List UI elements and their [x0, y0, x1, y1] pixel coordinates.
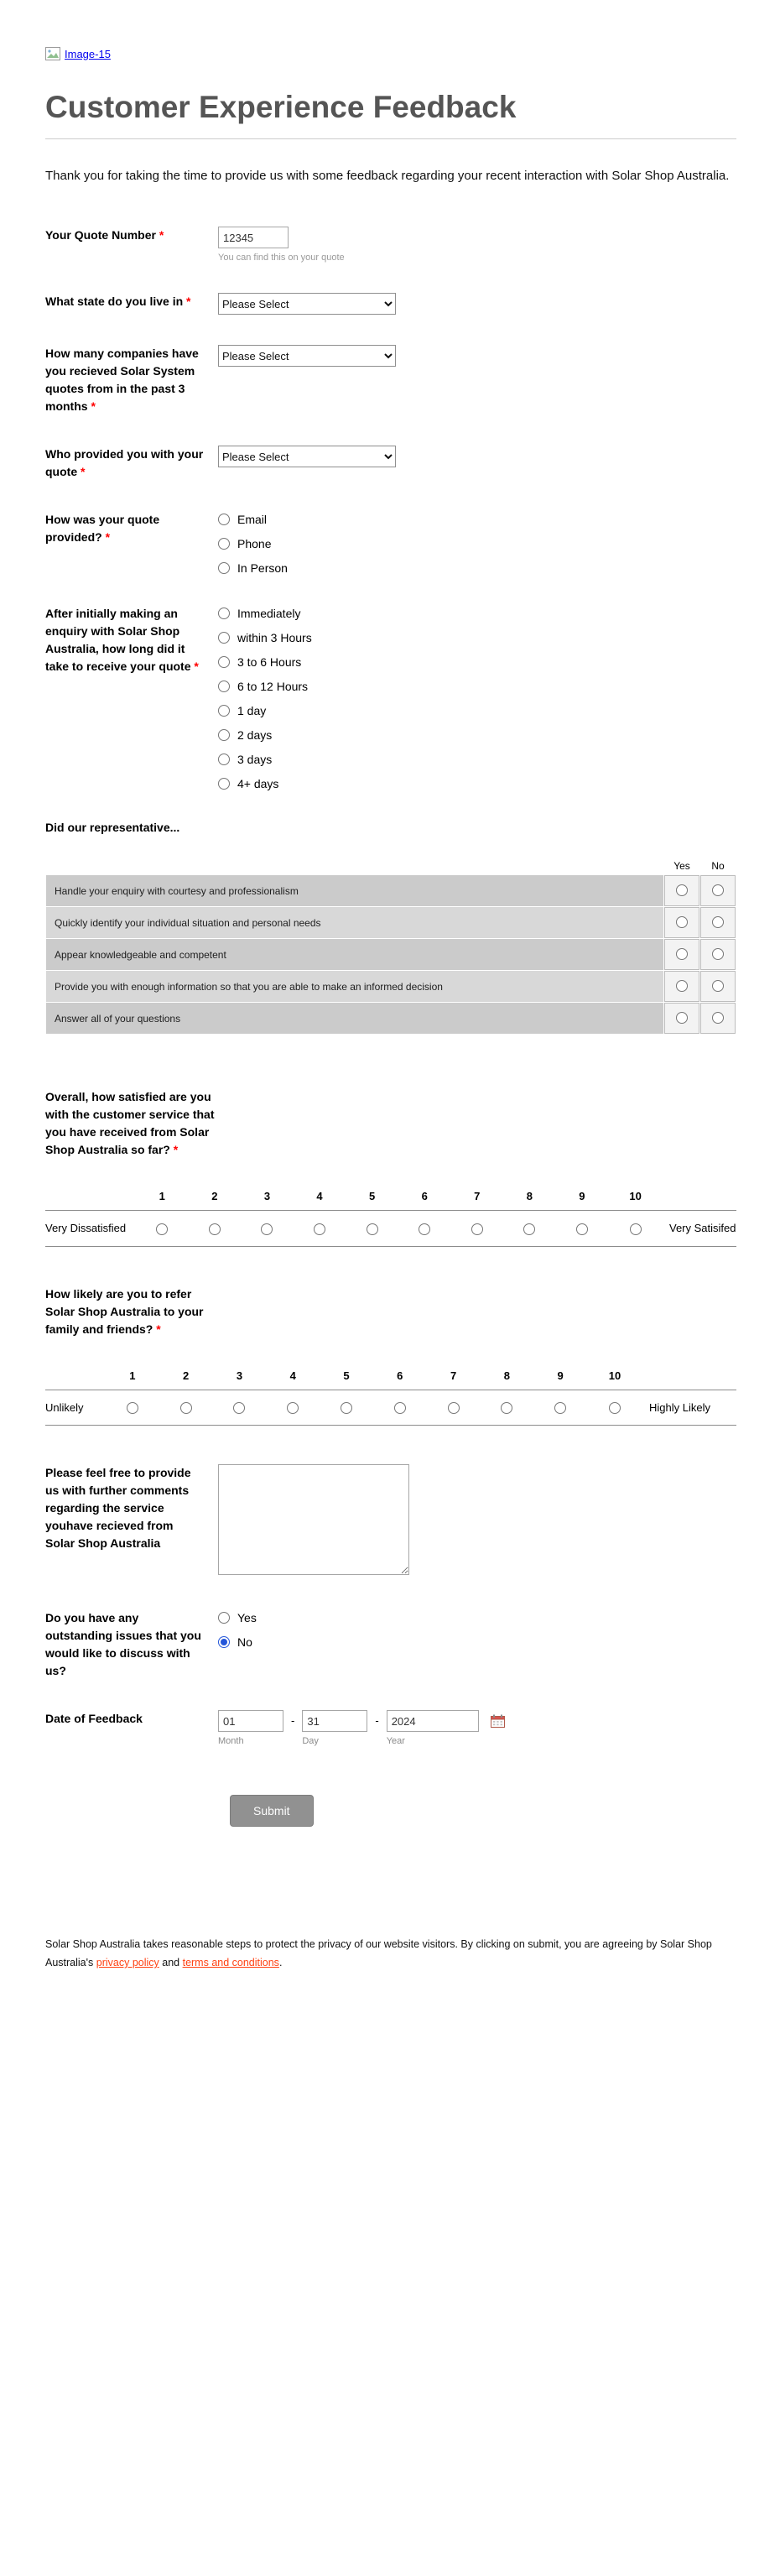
date-separator: -: [375, 1714, 379, 1728]
radio-button[interactable]: [218, 562, 230, 574]
date-year-input[interactable]: [387, 1710, 479, 1732]
scale-number-5: 5: [368, 1190, 376, 1202]
scale-radio-cell-8[interactable]: [503, 1211, 556, 1247]
scale-header-spacer: [642, 1362, 736, 1390]
radio-button[interactable]: [523, 1223, 535, 1235]
submit-button[interactable]: Submit: [230, 1795, 314, 1827]
scale-number-1: 1: [159, 1190, 165, 1202]
radio-button[interactable]: [419, 1223, 430, 1235]
scale-number-7: 7: [474, 1190, 481, 1202]
satisfaction-left-label: Very Dissatisfied: [45, 1211, 136, 1247]
quote-number-input[interactable]: [218, 227, 289, 248]
radio-button[interactable]: [712, 1012, 724, 1024]
matrix-row-label: Handle your enquiry with courtesy and professionalism: [46, 875, 663, 906]
matrix-radio-cell-no[interactable]: [700, 1003, 736, 1034]
radio-option-1-day[interactable]: [218, 704, 736, 717]
required-marker: *: [186, 295, 191, 308]
radio-button[interactable]: [127, 1402, 138, 1414]
provider-label-text: Who provided you with your quote: [45, 447, 204, 478]
radio-option-label: In Person: [237, 561, 288, 575]
referral-left-label: Unlikely: [45, 1390, 106, 1426]
terms-link[interactable]: terms and conditions: [182, 1957, 279, 1969]
required-marker: *: [81, 465, 86, 478]
scale-number-10: 10: [629, 1190, 642, 1202]
field-companies: [45, 345, 736, 415]
radio-button[interactable]: [367, 1223, 378, 1235]
radio-option-6-to-12-hours[interactable]: [218, 680, 736, 693]
scale-radio-cell-4[interactable]: [266, 1390, 320, 1426]
matrix-row: [46, 875, 736, 906]
matrix-row-label: Provide you with enough information so that you are able to make an informed decision: [46, 971, 663, 1002]
scale-radio-cell-10[interactable]: [608, 1211, 663, 1247]
radio-option-no[interactable]: [218, 1635, 736, 1649]
required-marker: *: [173, 1143, 179, 1156]
required-marker: *: [156, 1322, 161, 1336]
radio-option-label: 6 to 12 Hours: [237, 680, 309, 693]
provider-select[interactable]: [218, 446, 396, 467]
representative-matrix: [45, 856, 736, 1035]
date-year-sublabel: Year: [386, 1736, 405, 1747]
radio-option-2-days[interactable]: [218, 728, 736, 742]
calendar-icon[interactable]: [491, 1714, 505, 1732]
matrix-header-spacer: [46, 857, 663, 874]
matrix-row: [46, 907, 736, 938]
date-day-sublabel: Day: [302, 1736, 319, 1747]
scale-number-5: 5: [343, 1369, 350, 1382]
field-state: [45, 293, 736, 315]
referral-scale: [45, 1362, 736, 1426]
radio-option-label: within 3 Hours: [237, 631, 312, 644]
scale-number-3: 3: [263, 1190, 271, 1202]
radio-option-label: Email: [237, 513, 268, 526]
broken-image-alt-text: Image-15: [65, 47, 111, 60]
matrix-radio-cell-no[interactable]: [700, 939, 736, 970]
radio-button[interactable]: [314, 1223, 325, 1235]
radio-button[interactable]: [218, 656, 230, 668]
radio-button[interactable]: [712, 980, 724, 992]
matrix-radio-cell-yes[interactable]: [664, 907, 699, 938]
radio-button[interactable]: [471, 1223, 483, 1235]
scale-number-9: 9: [557, 1369, 564, 1382]
field-outstanding-issues: [45, 1609, 736, 1680]
scale-header-spacer: [663, 1182, 736, 1211]
radio-option-label: Phone: [237, 537, 272, 550]
state-label: [45, 293, 216, 315]
matrix-radio-cell-no[interactable]: [700, 971, 736, 1002]
matrix-title: Did our representative...: [45, 821, 180, 834]
page-title: Customer Experience Feedback: [45, 90, 517, 124]
matrix-radio-cell-yes[interactable]: [664, 971, 699, 1002]
required-marker: *: [194, 660, 199, 673]
scale-radio-cell-1[interactable]: [106, 1390, 159, 1426]
radio-option-label: 3 days: [237, 753, 273, 766]
scale-number-3: 3: [236, 1369, 243, 1382]
radio-option-label: Yes: [237, 1611, 257, 1625]
scale-number-6: 6: [397, 1369, 403, 1382]
radio-button[interactable]: [218, 1636, 230, 1648]
matrix-row-label: Appear knowledgeable and competent: [46, 939, 663, 970]
radio-button[interactable]: [576, 1223, 588, 1235]
quote-method-label: [45, 511, 216, 575]
date-label-text: Date of Feedback: [45, 1712, 143, 1726]
scale-number-10: 10: [608, 1369, 621, 1382]
required-marker: *: [105, 530, 111, 544]
radio-button[interactable]: [180, 1402, 192, 1414]
quote-number-hint: You can find this on your quote: [218, 253, 345, 263]
radio-button[interactable]: [218, 607, 230, 619]
field-quote-number: [45, 227, 736, 263]
radio-button[interactable]: [676, 1012, 688, 1024]
radio-button[interactable]: [287, 1402, 299, 1414]
footer-text-before: Solar Shop Australia takes reasonable steps to protect the privacy of our website visitors. By clicking on submit, you are agreeing by Solar Shop Australia's: [45, 1938, 712, 1969]
scale-radio-cell-4[interactable]: [294, 1211, 346, 1247]
radio-option-label: 3 to 6 Hours: [237, 655, 302, 669]
matrix-radio-cell-no[interactable]: [700, 907, 736, 938]
intro-text: Thank you for taking the time to provide us with some feedback regarding your recent interaction with Solar Shop Australia.: [45, 169, 730, 183]
radio-button[interactable]: [448, 1402, 460, 1414]
radio-button[interactable]: [630, 1223, 642, 1235]
footer-text: [45, 1936, 726, 1973]
radio-button[interactable]: [218, 705, 230, 717]
quote-method-label-text: How was your quote provided?: [45, 513, 160, 544]
radio-button[interactable]: [156, 1223, 168, 1235]
radio-option-label: No: [237, 1635, 252, 1650]
referral-label-text: How likely are you to refer Solar Shop Australia to your family and friends?: [45, 1286, 204, 1336]
scale-radio-cell-7[interactable]: [450, 1211, 503, 1247]
field-satisfaction: [45, 1088, 736, 1247]
state-select[interactable]: [218, 293, 396, 315]
state-label-text: What state do you live in: [45, 295, 184, 308]
radio-button[interactable]: [712, 916, 724, 928]
footer-text-mid: and: [159, 1957, 183, 1969]
matrix-column-header-yes: Yes: [673, 860, 690, 872]
radio-button[interactable]: [712, 884, 724, 896]
field-referral: [45, 1285, 736, 1426]
matrix-radio-cell-yes[interactable]: [664, 939, 699, 970]
radio-button[interactable]: [676, 980, 688, 992]
radio-button[interactable]: [218, 729, 230, 741]
radio-button[interactable]: [218, 1612, 230, 1624]
satisfaction-right-label: Very Satisifed: [663, 1211, 736, 1247]
date-day-input[interactable]: [302, 1710, 367, 1732]
radio-option-immediately[interactable]: [218, 607, 736, 620]
scale-radio-cell-3[interactable]: [241, 1211, 294, 1247]
companies-select[interactable]: [218, 345, 396, 367]
satisfaction-scale: [45, 1182, 736, 1247]
radio-button[interactable]: [676, 948, 688, 960]
issues-options: [218, 1609, 736, 1649]
required-marker: *: [159, 228, 164, 242]
date-separator: -: [291, 1714, 295, 1728]
matrix-radio-cell-no[interactable]: [700, 875, 736, 906]
radio-button[interactable]: [676, 884, 688, 896]
scale-radio-cell-7[interactable]: [427, 1390, 481, 1426]
radio-option-email[interactable]: [218, 513, 736, 526]
scale-header-spacer: [45, 1362, 106, 1390]
form-container: [45, 0, 736, 1973]
satisfaction-label-text: Overall, how satisfied are you with the customer service that you have received from Solar Shop Australia so far?: [45, 1090, 215, 1156]
comments-label: [45, 1464, 216, 1579]
comments-textarea[interactable]: [218, 1464, 409, 1575]
field-date: [45, 1710, 736, 1746]
radio-option-label: 4+ days: [237, 777, 279, 790]
matrix-row-label: Answer all of your questions: [46, 1003, 663, 1034]
radio-option-in-person[interactable]: [218, 561, 736, 575]
radio-option-label: 2 days: [237, 728, 273, 742]
satisfaction-label: [45, 1088, 223, 1159]
scale-number-2: 2: [183, 1369, 190, 1382]
response-time-options: [218, 605, 736, 790]
radio-button[interactable]: [712, 948, 724, 960]
radio-button[interactable]: [341, 1402, 352, 1414]
radio-button[interactable]: [209, 1223, 221, 1235]
scale-number-7: 7: [450, 1369, 457, 1382]
quote-number-label: [45, 227, 216, 263]
quote-method-options: [218, 511, 736, 575]
broken-image-link[interactable]: [45, 47, 111, 60]
radio-button[interactable]: [609, 1402, 621, 1414]
radio-button[interactable]: [218, 538, 230, 550]
scale-number-6: 6: [421, 1190, 428, 1202]
matrix-row: [46, 1003, 736, 1034]
field-comments: [45, 1464, 736, 1579]
radio-option-4-days[interactable]: [218, 777, 736, 790]
privacy-policy-link[interactable]: privacy policy: [96, 1957, 159, 1969]
radio-button[interactable]: [218, 681, 230, 692]
response-time-label-text: After initially making an enquiry with Solar Shop Australia, how long did it take to receive your quote: [45, 607, 191, 673]
scale-number-8: 8: [526, 1190, 533, 1202]
issues-label-text: Do you have any outstanding issues that you would like to discuss with us?: [45, 1611, 201, 1678]
field-provider: [45, 446, 736, 481]
radio-option-3-days[interactable]: [218, 753, 736, 766]
radio-button[interactable]: [554, 1402, 566, 1414]
date-month-input[interactable]: [218, 1710, 283, 1732]
date-label: [45, 1710, 216, 1746]
scale-radio-cell-2[interactable]: [189, 1211, 242, 1247]
radio-button[interactable]: [218, 778, 230, 790]
scale-number-1: 1: [129, 1369, 136, 1382]
scale-radio-cell-6[interactable]: [373, 1390, 427, 1426]
radio-button[interactable]: [501, 1402, 512, 1414]
issues-label: [45, 1609, 216, 1680]
matrix-row: [46, 939, 736, 970]
radio-button[interactable]: [218, 754, 230, 765]
provider-label: [45, 446, 216, 481]
scale-number-2: 2: [211, 1190, 218, 1202]
scale-radio-cell-10[interactable]: [587, 1390, 642, 1426]
companies-label: [45, 345, 216, 415]
radio-option-label: 1 day: [237, 704, 267, 717]
scale-radio-cell-5[interactable]: [346, 1211, 398, 1247]
radio-button[interactable]: [676, 916, 688, 928]
radio-button[interactable]: [218, 632, 230, 644]
quote-number-label-text: Your Quote Number: [45, 228, 156, 242]
footer-text-after: .: [278, 1957, 283, 1969]
scale-radio-cell-2[interactable]: [159, 1390, 213, 1426]
matrix-row-label: Quickly identify your individual situation and personal needs: [46, 907, 663, 938]
matrix-radio-cell-yes[interactable]: [664, 1003, 699, 1034]
scale-header-spacer: [45, 1182, 136, 1211]
scale-radio-cell-8[interactable]: [480, 1390, 533, 1426]
radio-button[interactable]: [261, 1223, 273, 1235]
companies-label-text: How many companies have you recieved Solar System quotes from in the past 3 months: [45, 347, 199, 413]
scale-radio-cell-1[interactable]: [136, 1211, 189, 1247]
radio-option-label: Immediately: [237, 607, 301, 620]
matrix-column-header-no: No: [711, 860, 725, 872]
comments-label-text: Please feel free to provide us with further comments regarding the service youhave recieved from Solar Shop Australia: [45, 1466, 191, 1551]
scale-radio-cell-3[interactable]: [213, 1390, 267, 1426]
referral-right-label: Highly Likely: [642, 1390, 736, 1426]
radio-option-phone[interactable]: [218, 537, 736, 550]
radio-option-within-3-hours[interactable]: [218, 631, 736, 644]
scale-radio-cell-5[interactable]: [320, 1390, 373, 1426]
matrix-row: [46, 971, 736, 1002]
required-marker: *: [91, 399, 96, 413]
submit-row: [230, 1795, 736, 1827]
radio-button[interactable]: [218, 514, 230, 525]
radio-button[interactable]: [394, 1402, 406, 1414]
scale-number-8: 8: [503, 1369, 510, 1382]
broken-image-icon: [45, 47, 60, 60]
radio-option-yes[interactable]: [218, 1611, 736, 1624]
referral-label: [45, 1285, 223, 1338]
scale-radio-cell-6[interactable]: [398, 1211, 451, 1247]
radio-button[interactable]: [233, 1402, 245, 1414]
field-quote-method: [45, 511, 736, 575]
scale-number-4: 4: [316, 1190, 323, 1202]
response-time-label: [45, 605, 216, 790]
radio-option-3-to-6-hours[interactable]: [218, 655, 736, 669]
scale-number-4: 4: [289, 1369, 296, 1382]
field-response-time: [45, 605, 736, 790]
matrix-radio-cell-yes[interactable]: [664, 875, 699, 906]
scale-number-9: 9: [579, 1190, 585, 1202]
scale-radio-cell-9[interactable]: [556, 1211, 609, 1247]
date-month-sublabel: Month: [218, 1736, 244, 1747]
title-divider: [45, 138, 736, 139]
scale-radio-cell-9[interactable]: [533, 1390, 587, 1426]
